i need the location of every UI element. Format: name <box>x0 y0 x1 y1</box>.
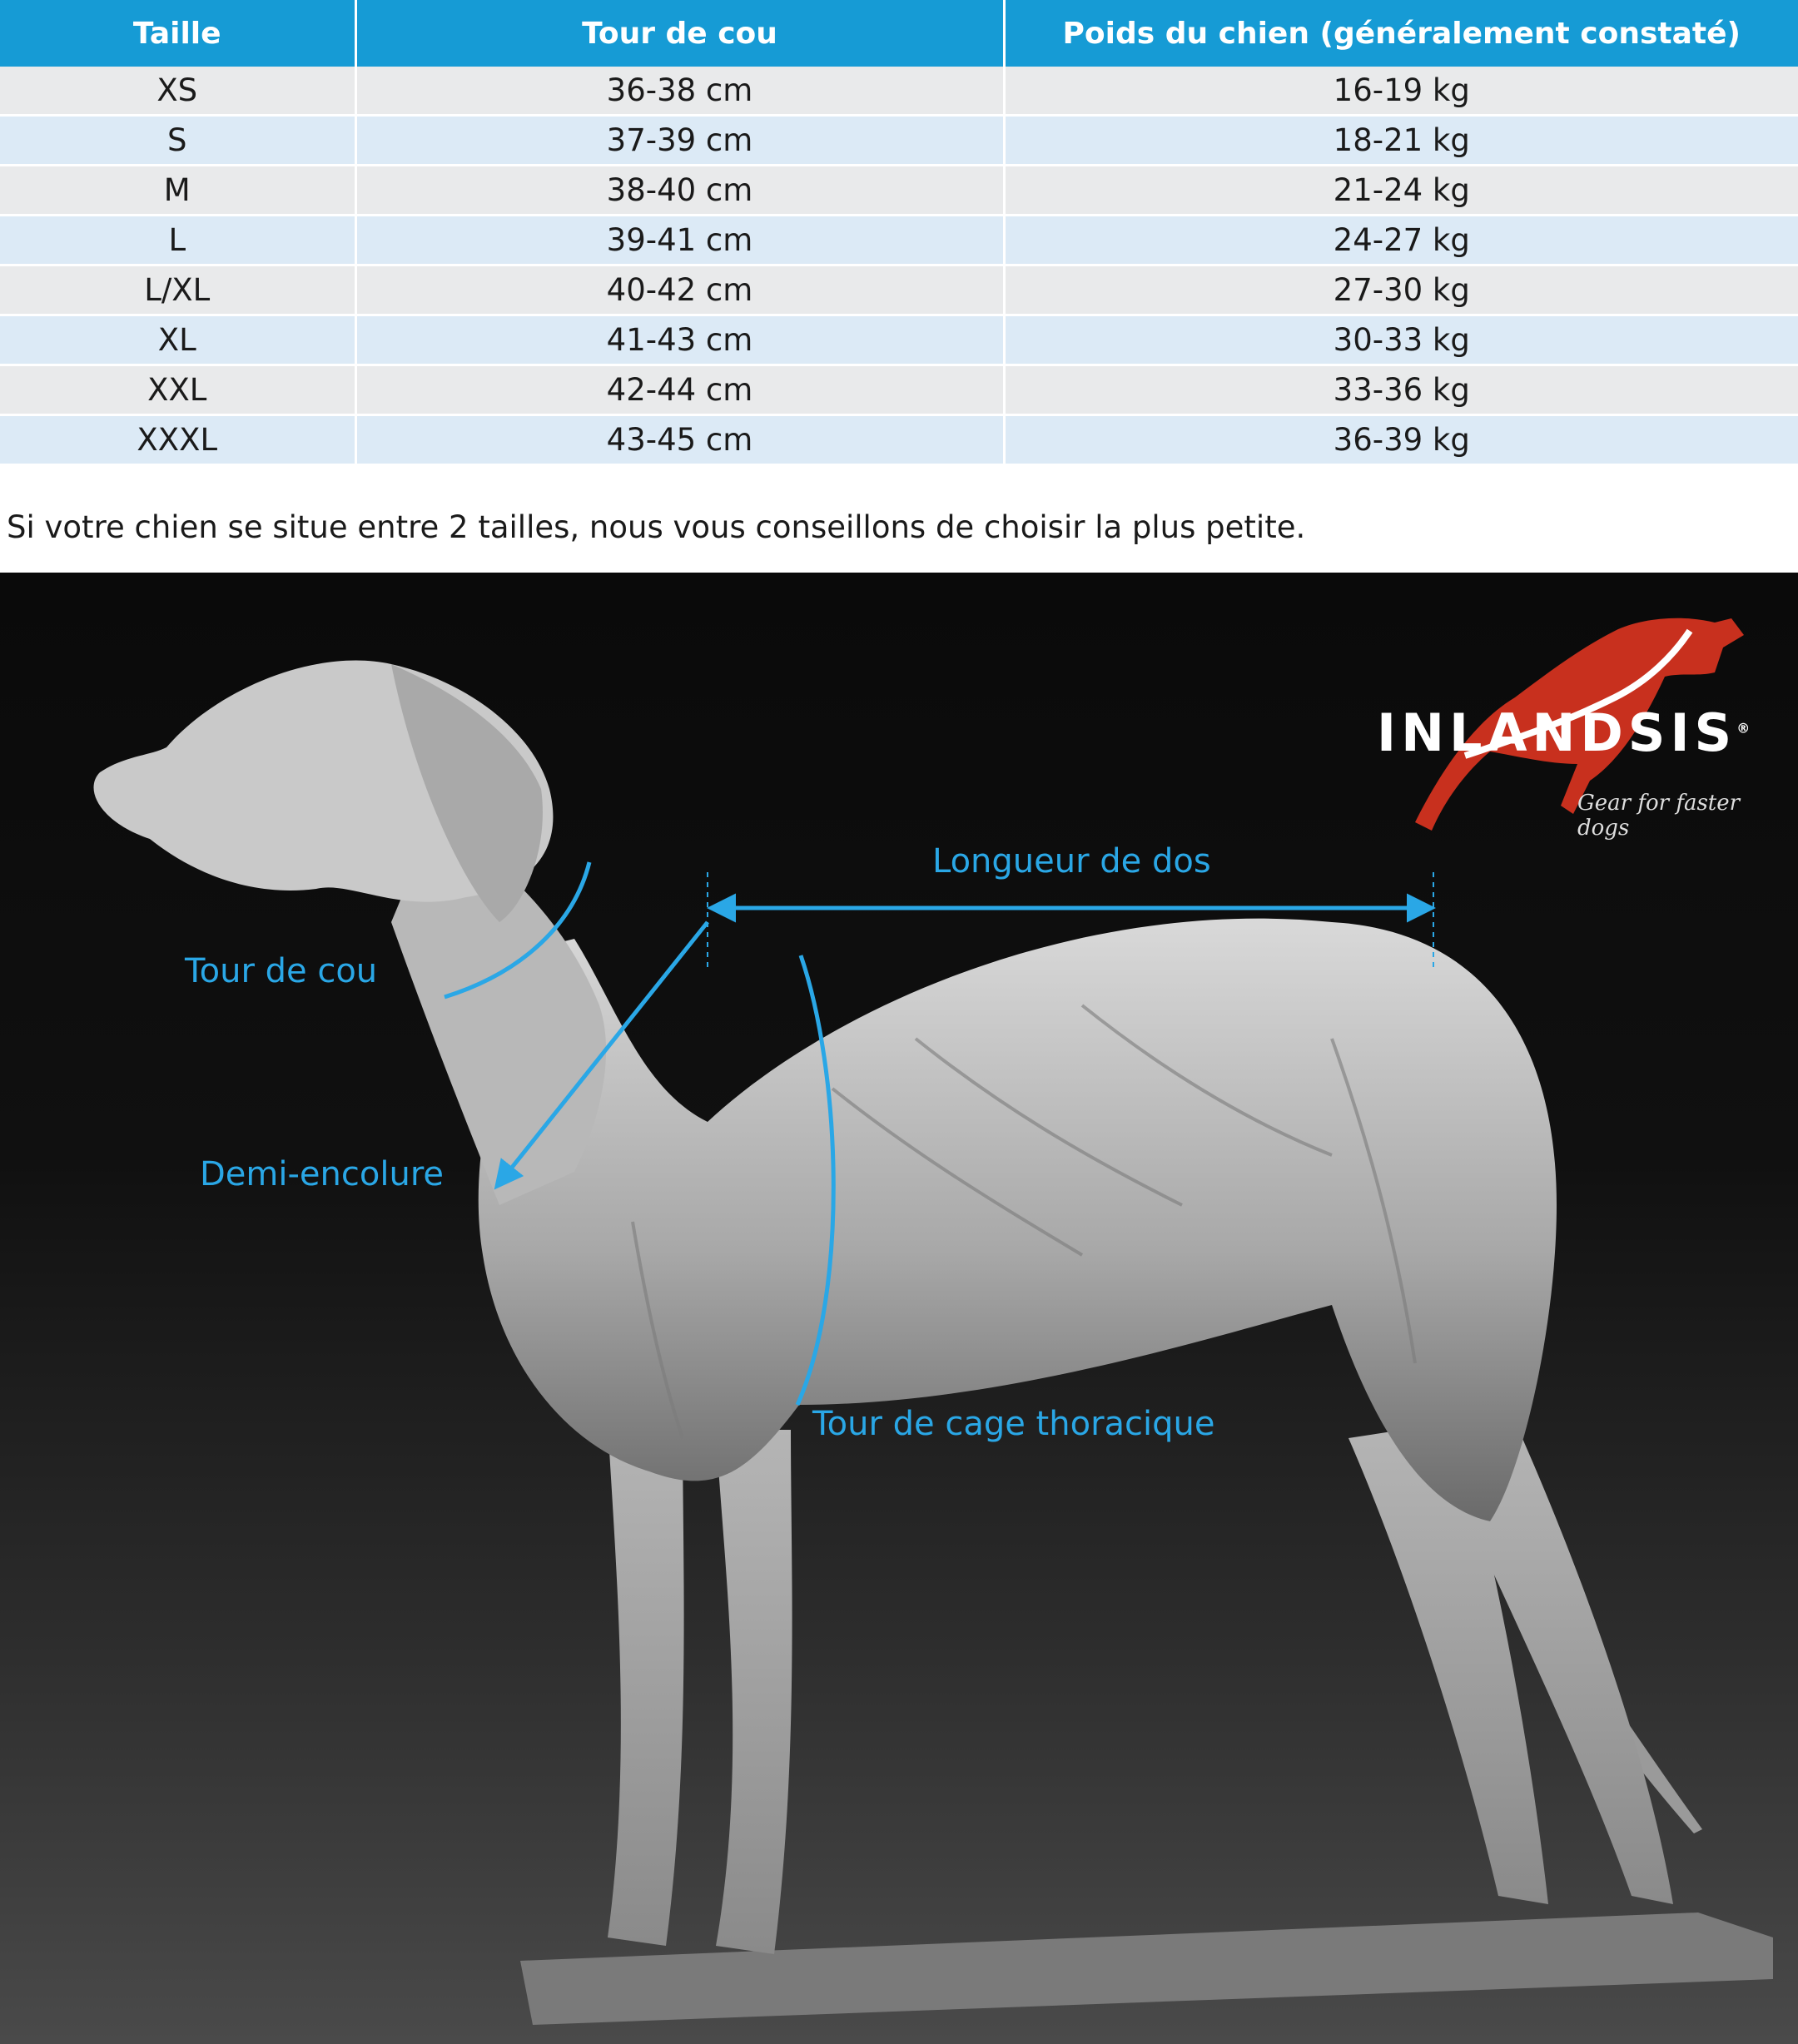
cell-neck: 42-44 cm <box>355 365 1004 415</box>
cell-weight: 33-36 kg <box>1004 365 1798 415</box>
label-half-collar: Demi-encolure <box>200 1155 444 1193</box>
cell-weight: 16-19 kg <box>1004 67 1798 116</box>
cell-size: L <box>0 216 355 265</box>
table-row <box>0 67 1798 116</box>
table-row <box>0 315 1798 365</box>
table-row <box>0 415 1798 465</box>
cell-size: XL <box>0 315 355 365</box>
header-weight: Poids du chien (généralement constaté) <box>1004 0 1798 67</box>
table-row <box>0 216 1798 265</box>
cell-neck: 36-38 cm <box>355 67 1004 116</box>
cell-size: L/XL <box>0 265 355 315</box>
table-row <box>0 265 1798 315</box>
cell-size: XS <box>0 67 355 116</box>
cell-weight: 30-33 kg <box>1004 315 1798 365</box>
cell-size: XXXL <box>0 415 355 465</box>
size-table-header-row <box>0 0 1798 67</box>
table-row <box>0 166 1798 216</box>
header-size: Taille <box>0 0 355 67</box>
floor-slab <box>520 1913 1773 2025</box>
cell-neck: 43-45 cm <box>355 415 1004 465</box>
size-advice-note: Si votre chien se situe entre 2 tailles, nous vous conseillons de choisir la plus petite. <box>7 509 1306 545</box>
label-neck: Tour de cou <box>185 952 378 990</box>
dog-front-leg <box>716 1430 792 1954</box>
logo-tagline: Gear for faster dogs <box>1577 791 1741 841</box>
cell-weight: 36-39 kg <box>1004 415 1798 465</box>
table-row <box>0 116 1798 166</box>
cell-weight: 27-30 kg <box>1004 265 1798 315</box>
cell-size: XXL <box>0 365 355 415</box>
cell-neck: 40-42 cm <box>355 265 1004 315</box>
logo-brand: INLANDSIS® <box>1377 702 1751 763</box>
dog-measurement-illustration <box>0 573 1798 2044</box>
inlandsis-logo <box>1365 598 1781 841</box>
cell-neck: 37-39 cm <box>355 116 1004 166</box>
cell-neck: 41-43 cm <box>355 315 1004 365</box>
table-row <box>0 365 1798 415</box>
registered-mark: ® <box>1736 720 1751 737</box>
size-table <box>0 0 1798 466</box>
cell-neck: 38-40 cm <box>355 166 1004 216</box>
cell-weight: 21-24 kg <box>1004 166 1798 216</box>
dog-front-leg <box>608 1421 684 1946</box>
cell-size: M <box>0 166 355 216</box>
cell-size: S <box>0 116 355 166</box>
label-chest: Tour de cage thoracique <box>812 1405 1215 1443</box>
cell-neck: 39-41 cm <box>355 216 1004 265</box>
cell-weight: 24-27 kg <box>1004 216 1798 265</box>
label-back-length: Longueur de dos <box>932 842 1211 881</box>
cell-weight: 18-21 kg <box>1004 116 1798 166</box>
header-neck: Tour de cou <box>355 0 1004 67</box>
